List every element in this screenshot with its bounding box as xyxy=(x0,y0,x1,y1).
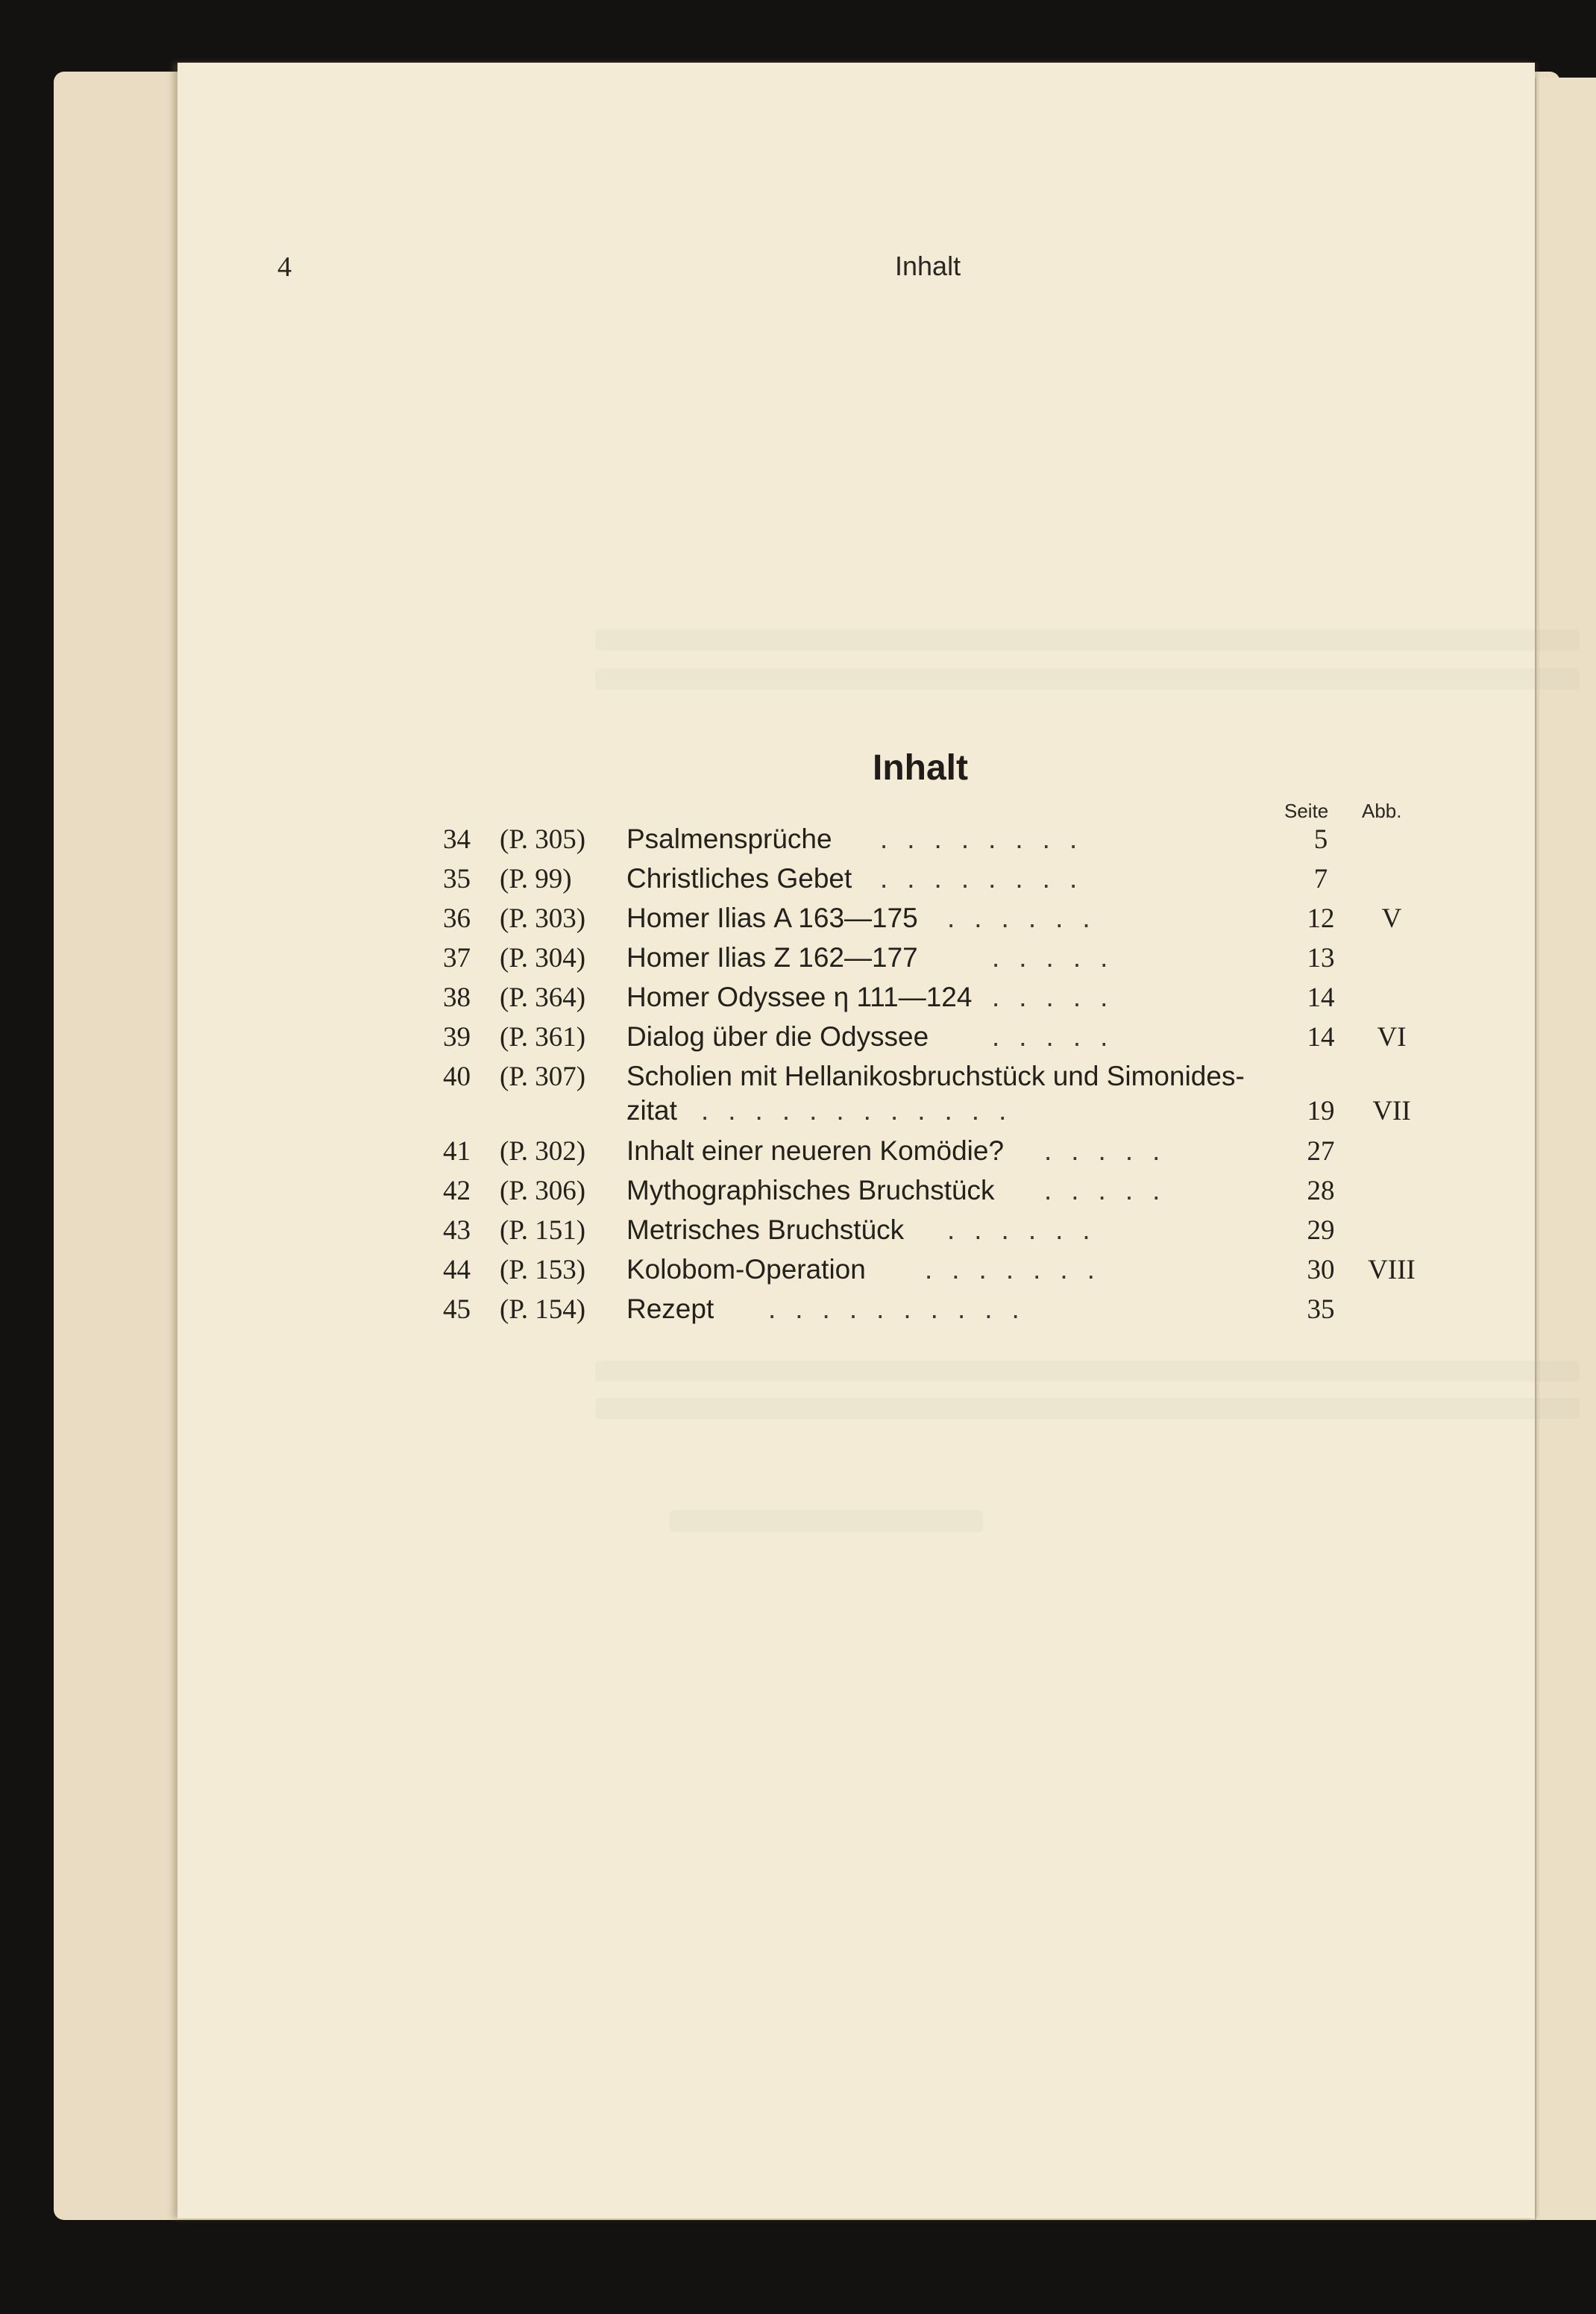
entry-number: 37 xyxy=(443,943,471,973)
papyrus-ref: (P. 306) xyxy=(500,1176,586,1206)
toc-title: Inhalt xyxy=(873,748,968,788)
entry-figure: V xyxy=(1381,903,1402,934)
dot-leader: ..... xyxy=(992,942,1128,973)
papyrus-ref: (P. 153) xyxy=(500,1255,586,1285)
toc-row xyxy=(0,942,1596,981)
show-through-text xyxy=(595,1398,1580,1419)
dot-leader: ..... xyxy=(992,1021,1128,1052)
toc-row xyxy=(0,903,1596,941)
dot-leader: ...... xyxy=(947,903,1110,933)
show-through-text xyxy=(595,630,1580,650)
entry-title: Homer Ilias Ζ 162—177 xyxy=(626,942,918,973)
toc-row xyxy=(0,1254,1596,1293)
entry-page: 35 xyxy=(1307,1294,1335,1325)
entry-title: Inhalt einer neueren Komödie? xyxy=(626,1135,1005,1166)
entry-title-continuation: zitat xyxy=(626,1095,677,1126)
entry-page: 30 xyxy=(1307,1255,1335,1285)
entry-number: 40 xyxy=(443,1062,471,1092)
running-head: Inhalt xyxy=(895,251,961,281)
entry-number: 41 xyxy=(443,1136,471,1167)
show-through-text xyxy=(595,1361,1580,1382)
papyrus-ref: (P. 303) xyxy=(500,903,586,934)
papyrus-ref: (P. 304) xyxy=(500,943,586,973)
dot-leader: ..... xyxy=(1044,1175,1180,1205)
entry-title: Christliches Gebet xyxy=(626,863,852,894)
papyrus-ref: (P. 361) xyxy=(500,1022,586,1053)
toc-row xyxy=(0,1135,1596,1174)
column-header-abb: Abb. xyxy=(1362,800,1402,822)
dot-leader: .......... xyxy=(768,1294,1039,1324)
toc-row xyxy=(0,1175,1596,1214)
entry-number: 38 xyxy=(443,982,471,1013)
papyrus-ref: (P. 307) xyxy=(500,1062,586,1092)
entry-figure: VII xyxy=(1372,1096,1411,1126)
dot-leader: ........ xyxy=(880,824,1097,854)
entry-page: 5 xyxy=(1313,824,1328,855)
entry-page: 28 xyxy=(1307,1176,1335,1206)
entry-title: Homer Odyssee η 111—124 xyxy=(626,982,973,1012)
entry-title: Psalmensprüche xyxy=(626,824,832,854)
entry-number: 39 xyxy=(443,1022,471,1053)
toc-row xyxy=(0,1214,1596,1253)
entry-page: 14 xyxy=(1307,982,1335,1013)
entry-title: Dialog über die Odyssee xyxy=(626,1021,929,1052)
dot-leader: ........ xyxy=(880,863,1097,894)
toc-row xyxy=(0,1021,1596,1060)
dot-leader: ............ xyxy=(701,1095,1026,1126)
entry-page: 27 xyxy=(1307,1136,1335,1167)
entry-number: 42 xyxy=(443,1176,471,1206)
toc-row xyxy=(0,1061,1596,1135)
column-header-seite: Seite xyxy=(1284,800,1329,822)
page-number: 4 xyxy=(277,251,292,283)
dot-leader: ..... xyxy=(992,982,1128,1012)
entry-number: 43 xyxy=(443,1215,471,1246)
entry-title: Rezept xyxy=(626,1294,714,1324)
entry-page: 7 xyxy=(1313,864,1328,894)
entry-title: Mythographisches Bruchstück xyxy=(626,1175,995,1205)
entry-title: Kolobom-Operation xyxy=(626,1254,866,1285)
entry-title: Scholien mit Hellanikosbruchstück und Simonides- xyxy=(626,1061,1245,1091)
entry-page: 19 xyxy=(1307,1096,1335,1126)
entry-title: Homer Ilias Α 163—175 xyxy=(626,903,918,933)
papyrus-ref: (P. 305) xyxy=(500,824,586,855)
entry-page: 13 xyxy=(1307,943,1335,973)
entry-page: 29 xyxy=(1307,1215,1335,1246)
entry-number: 44 xyxy=(443,1255,471,1285)
entry-number: 45 xyxy=(443,1294,471,1325)
entry-number: 34 xyxy=(443,824,471,855)
entry-page: 12 xyxy=(1307,903,1335,934)
papyrus-ref: (P. 99) xyxy=(500,864,572,894)
toc-row xyxy=(0,982,1596,1020)
toc-row xyxy=(0,1294,1596,1332)
toc-row xyxy=(0,824,1596,862)
dot-leader: ...... xyxy=(947,1214,1110,1245)
show-through-text xyxy=(595,668,1580,689)
entry-title: Metrisches Bruchstück xyxy=(626,1214,905,1245)
papyrus-ref: (P. 302) xyxy=(500,1136,586,1167)
papyrus-ref: (P. 151) xyxy=(500,1215,586,1246)
entry-page: 14 xyxy=(1307,1022,1335,1053)
papyrus-ref: (P. 364) xyxy=(500,982,586,1013)
entry-figure: VIII xyxy=(1368,1255,1416,1285)
toc-row xyxy=(0,863,1596,902)
dot-leader: ....... xyxy=(925,1254,1114,1285)
entry-figure: VI xyxy=(1377,1022,1407,1053)
papyrus-ref: (P. 154) xyxy=(500,1294,586,1325)
show-through-text xyxy=(670,1510,983,1532)
entry-number: 36 xyxy=(443,903,471,934)
entry-number: 35 xyxy=(443,864,471,894)
dot-leader: ..... xyxy=(1044,1135,1180,1166)
